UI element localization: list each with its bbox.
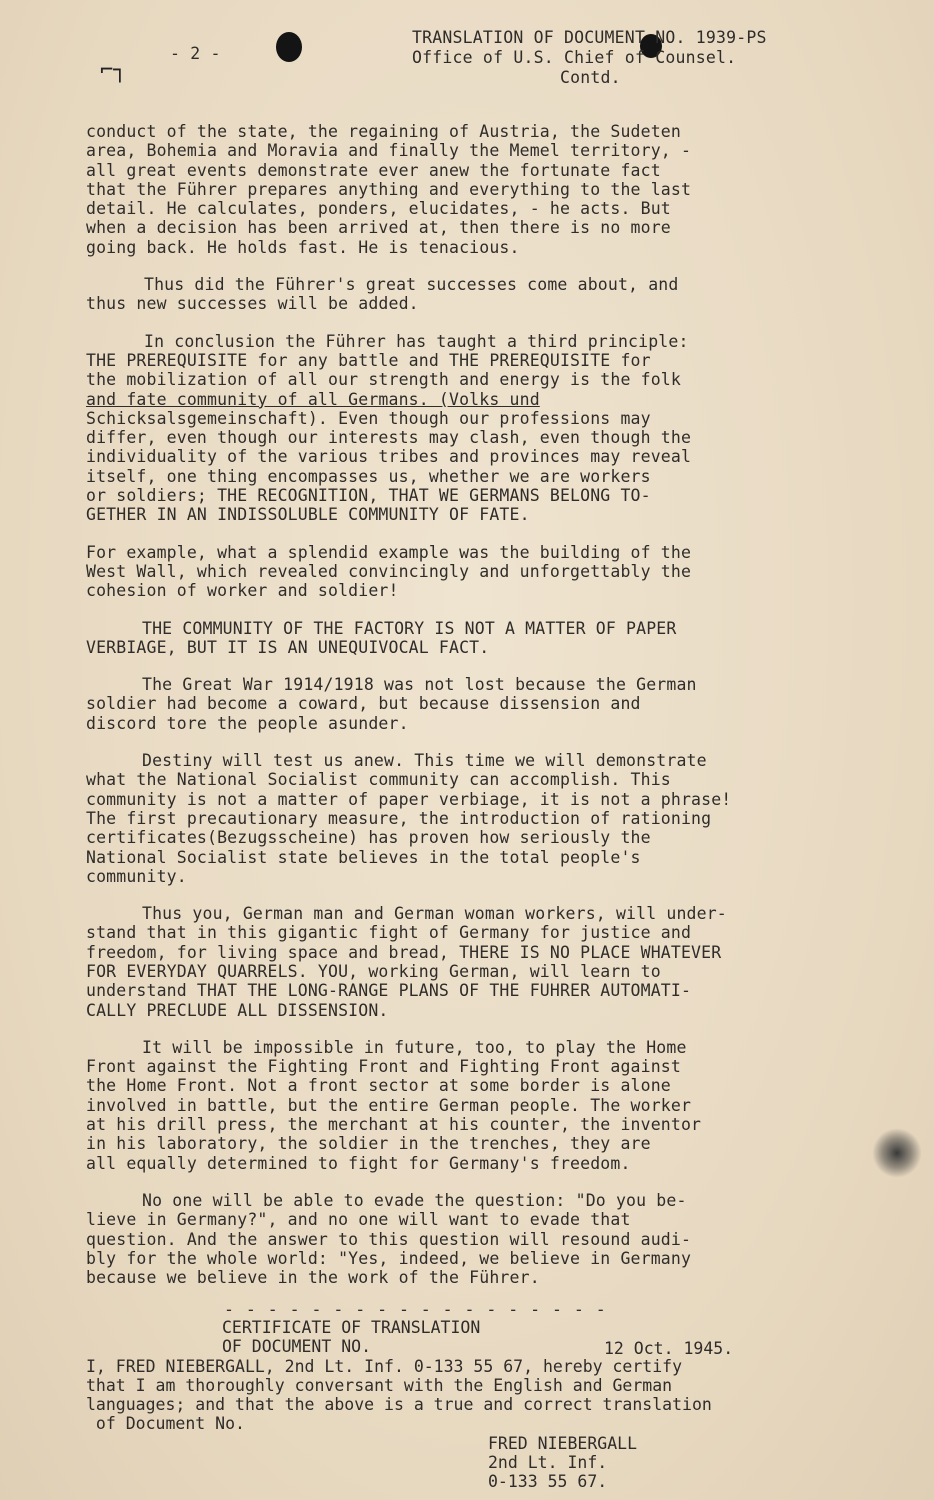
signature-serial: 0-133 55 67. (488, 1472, 608, 1491)
pen-mark: ⌐┐ (100, 58, 127, 83)
document-body (86, 122, 816, 1305)
paragraph-6: The Great War 1914/1918 was not lost because the German soldier had become a coward, but because dissension and discord tore the people asunder. (86, 675, 697, 733)
certificate-line-2: that I am thoroughly conversant with the English and German (86, 1376, 673, 1395)
punch-hole-left (276, 32, 302, 62)
ink-smudge (872, 1128, 922, 1178)
paragraph-10: No one will be able to evade the question: "Do you be- lieve in Germany?", and no one will want to evade that question. And the answer to this question will resound audi- bly for the whole world: "Yes, indeed, we believe in Germany because we believe in the work of the Führer. (86, 1190, 692, 1288)
signature-rank: 2nd Lt. Inf. (488, 1453, 608, 1472)
certificate-line-4: of Document No. (86, 1414, 245, 1433)
paragraph-5: THE COMMUNITY OF THE FACTORY IS NOT A MATTER OF PAPER VERBIAGE, BUT IT IS AN UNEQUIVOCAL FACT. (86, 618, 677, 657)
contd-line: Contd. (560, 68, 621, 87)
office-line: Office of U.S. Chief of Counsel. (412, 48, 737, 67)
paragraph-8: Thus you, German man and German woman workers, will under- stand that in this gigantic fight of Germany for justice and freedom, for living space and bread, THERE IS NO PLACE WHATEVER FOR EVERYDAY QUARRELS. YOU, working German, will learn to understand THAT THE LONG-RANGE PLANS OF THE FUHRER AUTOMATI- CALLY PRECLUDE ALL DISSENSION. (86, 904, 727, 1020)
signature-name: FRED NIEBERGALL (488, 1434, 638, 1453)
paragraph-2: Thus did the Führer's great successes come about, and thus new successes will be added. (86, 275, 679, 314)
paragraph-4: For example, what a splendid example was the building of the West Wall, which revealed convincingly and unforgettably the cohesion of worker and soldier! (86, 542, 692, 601)
paragraph-1: conduct of the state, the regaining of Austria, the Sudeten area, Bohemia and Moravia and finally the Memel territory, - all great events demonstrate ever anew the fortunate fact that the Führer prepares anything and everything to the last detail. He calculates, ponders, elucidates, - he acts. But when a decision has been arrived at, then there is no more going back. He holds fast. He is tenacious. (86, 122, 692, 257)
certificate-line-3: languages; and that the above is a true and correct translation (86, 1395, 712, 1414)
certificate-line-1: I, FRED NIEBERGALL, 2nd Lt. Inf. 0-133 55 67, hereby certify (86, 1357, 683, 1376)
paragraph-9: It will be impossible in future, too, to play the Home Front against the Fighting Front and Fighting Front against the Home Front. Not a front sector at some border is alone involved in battle, but the entire German people. The worker at his drill press, the merchant at his counter, the inventor in his laboratory, the soldier in the trenches, they are all equally determined to fight for Germany's freedom. (86, 1037, 702, 1173)
divider-line: - - - - - - - - - - - - - - - - - - (224, 1300, 607, 1319)
certificate-title: CERTIFICATE OF TRANSLATION (222, 1318, 481, 1337)
page-number: - 2 - (170, 44, 221, 63)
paragraph-3: In conclusion the Führer has taught a third principle: THE PREREQUISITE for any battle and THE PREREQUISITE for the mobilization of all our strength and energy is the folk and fate community of all Germans. (Volks und Schicksalsgemeinschaft). Even though our professions may differ, even though our interests may clash, even though the individuality of the various tribes and provinces may reveal itself, one thing encompasses us, whether we are workers or soldiers; THE RECOGNITION, THAT WE GERMANS BELONG TO- GETHER IN AN INDISSOLUBLE COMMUNITY OF FATE. (86, 331, 692, 525)
certificate-subtitle: OF DOCUMENT NO. (222, 1337, 372, 1356)
paragraph-7: Destiny will test us anew. This time we will demonstrate what the National Socialist community can accomplish. This community is not a matter of paper verbiage, it is not a phrase! The first precautionary measure, the introduction of rationing certificates(Bezugsscheine) has proven how seriously the National Socialist state believes in the total people's community. (86, 751, 732, 886)
certificate-date: 12 Oct. 1945. (604, 1339, 734, 1358)
document-title: TRANSLATION OF DOCUMENT NO. 1939-PS (412, 28, 767, 47)
